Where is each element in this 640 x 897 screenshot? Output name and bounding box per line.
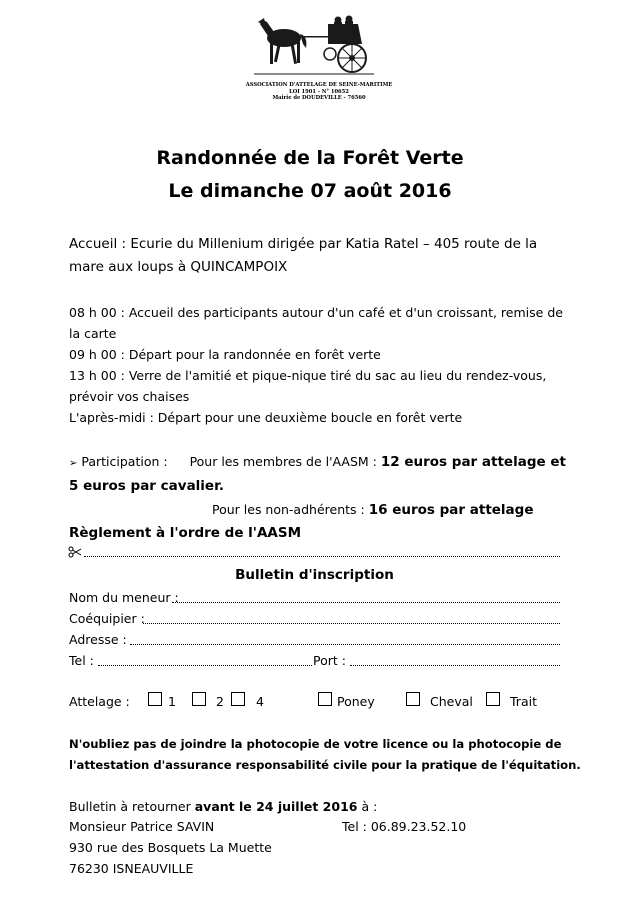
bullet-arrow-icon: ➢ [69, 458, 78, 469]
checkbox-1[interactable] [148, 692, 162, 706]
option-poney-label: Poney [337, 694, 375, 709]
port-field[interactable] [350, 665, 560, 666]
option-4-label: 4 [256, 694, 264, 709]
schedule-line: 08 h 00 : Accueil des participants autour d'un café et d'un croissant, remise de [69, 305, 563, 320]
adresse-field[interactable] [130, 644, 560, 645]
attelage-label: Attelage : [69, 694, 130, 709]
contact-tel: Tel : 06.89.23.52.10 [342, 819, 467, 834]
port-label: Port : [313, 653, 346, 668]
nom-field[interactable] [172, 602, 560, 603]
reglement-line: Règlement à l'ordre de l'AASM [69, 525, 301, 541]
return-suffix: à : [361, 799, 378, 814]
schedule-line: la carte [69, 326, 117, 341]
return-prefix: Bulletin à retourner [69, 799, 191, 814]
contact-name: Monsieur Patrice SAVIN [69, 819, 215, 834]
adresse-label: Adresse : [69, 632, 127, 647]
contact-street: 930 rue des Bosquets La Muette [69, 840, 272, 855]
tel-label: Tel : [69, 653, 94, 668]
option-1-label: 1 [168, 694, 176, 709]
schedule-line: 13 h 00 : Verre de l'amitié et pique-nique tiré du sac au lieu du rendez-vous, [69, 368, 547, 383]
members-price: 12 euros par attelage et [380, 454, 566, 470]
accueil-line2: mare aux loups à QUINCAMPOIX [69, 259, 288, 275]
non-members-price: 16 euros par attelage [368, 502, 534, 518]
option-2-label: 2 [216, 694, 224, 709]
non-members-row [212, 502, 534, 518]
schedule-line: L'après-midi : Départ pour une deuxième boucle en forêt verte [69, 410, 463, 425]
event-title: Randonnée de la Forêt Verte [156, 147, 464, 169]
checkbox-trait[interactable] [486, 692, 500, 706]
coequipier-field[interactable] [143, 623, 560, 624]
return-deadline: avant le 24 juillet 2016 [194, 799, 358, 814]
non-members-prefix: Pour les non-adhérents : [212, 502, 365, 517]
form-title: Bulletin d'inscription [235, 567, 394, 583]
return-line [69, 799, 377, 814]
checkbox-cheval[interactable] [406, 692, 420, 706]
scissors-icon [68, 546, 82, 558]
members-price-2: 5 euros par cavalier. [69, 478, 224, 494]
notice-line1: N'oubliez pas de joindre la photocopie de votre licence ou la photocopie de [69, 737, 562, 751]
checkbox-2[interactable] [192, 692, 206, 706]
participation-row [69, 454, 566, 470]
cut-line [84, 556, 560, 557]
notice-line2: l'attestation d'assurance responsabilité civile pour la pratique de l'équitation. [69, 758, 581, 772]
accueil-line1: Accueil : Ecurie du Millenium dirigée par Katia Ratel – 405 route de la [69, 236, 538, 252]
option-cheval-label: Cheval [430, 694, 473, 709]
association-caption: ASSOCIATION D'ATTELAGE DE SEINE-MARITIME LOI 1901 - N° 10652 Mairie de DOUDEVILLE - 76560 [245, 82, 393, 101]
participation-label: Participation : [81, 454, 168, 469]
schedule-line: 09 h 00 : Départ pour la randonnée en forêt verte [69, 347, 381, 362]
event-date: Le dimanche 07 août 2016 [168, 180, 452, 202]
tel-field[interactable] [98, 665, 312, 666]
checkbox-4[interactable] [231, 692, 245, 706]
coequipier-label: Coéquipier : [69, 611, 145, 626]
contact-city: 76230 ISNEAUVILLE [69, 861, 194, 876]
nom-label: Nom du meneur : [69, 590, 179, 605]
checkbox-poney[interactable] [318, 692, 332, 706]
schedule-line: prévoir vos chaises [69, 389, 190, 404]
carriage-logo [254, 14, 374, 80]
option-trait-label: Trait [510, 694, 537, 709]
members-prefix: Pour les membres de l'AASM : [189, 454, 377, 469]
